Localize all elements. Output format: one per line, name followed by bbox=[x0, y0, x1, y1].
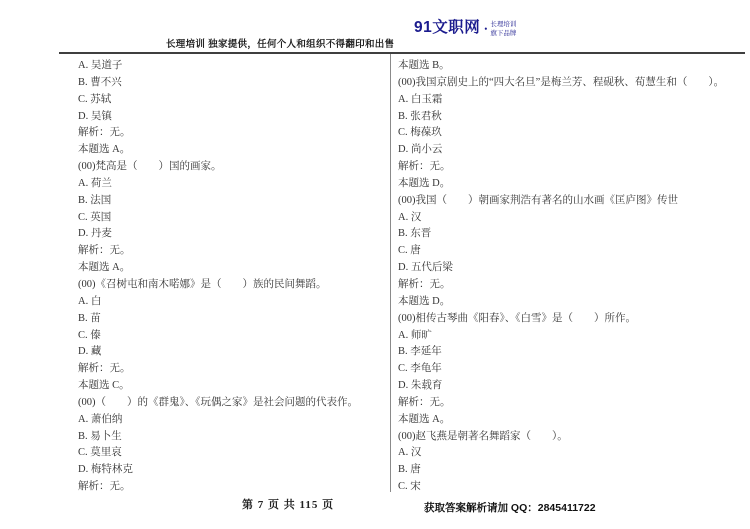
text-line: D. 藏 bbox=[78, 346, 102, 358]
text-line: A. 汉 bbox=[398, 447, 422, 459]
text-line: B. 唐 bbox=[398, 464, 421, 476]
text-line: (00)《召树屯和南木喏娜》是（ ）族的民间舞蹈。 bbox=[78, 278, 327, 290]
text-line: B. 苗 bbox=[78, 312, 101, 324]
text-line: A. 师旷 bbox=[398, 329, 432, 341]
text-line: B. 东晋 bbox=[398, 228, 432, 240]
text-line: C. 苏轼 bbox=[78, 93, 112, 105]
text-line: (00)梵高是（ ）国的画家。 bbox=[78, 161, 222, 173]
text-line: 解析：无。 bbox=[78, 363, 131, 375]
text-line: B. 法国 bbox=[78, 194, 112, 206]
right-column bbox=[391, 54, 745, 492]
text-line: A. 荷兰 bbox=[78, 177, 112, 189]
text-line: D. 梅特林克 bbox=[78, 464, 133, 476]
text-line: 本题选 B。 bbox=[398, 60, 450, 71]
logo-subtitle bbox=[490, 21, 516, 38]
header-disclaimer: 长理培训 独家提供，任何个人和组织不得翻印和出售 bbox=[166, 39, 395, 50]
contact-info: 获取答案解析请加 QQ：2845411722 bbox=[424, 502, 596, 514]
text-line: A. 吴道子 bbox=[78, 60, 123, 71]
logo-subtitle-line2: 旗下品牌 bbox=[490, 29, 517, 37]
text-line: 本题选 D。 bbox=[398, 177, 451, 189]
left-column bbox=[59, 54, 391, 492]
text-line: D. 五代后梁 bbox=[398, 262, 453, 274]
text-line: 解析：无。 bbox=[398, 161, 451, 173]
text-line: B. 张君秋 bbox=[398, 110, 442, 122]
question-columns bbox=[59, 52, 745, 492]
logo-text: 91文职网 bbox=[414, 19, 481, 36]
text-line: B. 李延年 bbox=[398, 346, 442, 358]
text-line: D. 朱载育 bbox=[398, 380, 443, 392]
text-line: D. 丹麦 bbox=[78, 228, 112, 240]
text-line: 解析：无。 bbox=[398, 278, 451, 290]
text-line: A. 白玉霜 bbox=[398, 93, 443, 105]
text-line: A. 白 bbox=[78, 295, 102, 307]
text-line: C. 宋 bbox=[398, 481, 421, 492]
text-line: A. 汉 bbox=[398, 211, 422, 223]
text-line: 解析：无。 bbox=[78, 481, 131, 492]
logo-subtitle-line1: 长理培训 bbox=[490, 21, 517, 28]
text-line: (00)（ ）的《群鬼》、《玩偶之家》是社会问题的代表作。 bbox=[78, 396, 358, 408]
text-line: 本题选 A。 bbox=[398, 413, 451, 425]
text-line: 本题选 A。 bbox=[78, 262, 131, 274]
text-line: (00)相传古琴曲《阳春》、《白雪》是（ ）所作。 bbox=[398, 312, 636, 324]
page-number: 第 7 页 共 115 页 bbox=[242, 499, 335, 511]
text-line: 解析：无。 bbox=[398, 396, 451, 408]
text-line: 本题选 D。 bbox=[398, 295, 451, 307]
text-line: C. 李龟年 bbox=[398, 363, 442, 375]
text-line: B. 易卜生 bbox=[78, 430, 122, 442]
site-logo bbox=[414, 19, 516, 38]
text-line: (00)赵飞燕是朝著名舞蹈家（ ）。 bbox=[398, 430, 568, 442]
text-line: C. 莫里哀 bbox=[78, 447, 122, 459]
text-line: C. 唐 bbox=[398, 245, 421, 257]
text-line: (00)我国京剧史上的“四大名旦”是梅兰芳、程砚秋、荀慧生和（ ）。 bbox=[398, 76, 725, 88]
text-line: C. 英国 bbox=[78, 211, 112, 223]
logo-dot-icon: • bbox=[484, 24, 488, 34]
text-line: B. 曹不兴 bbox=[78, 76, 122, 88]
text-line: 解析：无。 bbox=[78, 245, 131, 257]
text-line: 本题选 C。 bbox=[78, 380, 130, 392]
text-line: 解析：无。 bbox=[78, 127, 131, 139]
text-line: C. 梅葆玖 bbox=[398, 127, 442, 139]
text-line: D. 尚小云 bbox=[398, 144, 443, 156]
text-line: C. 傣 bbox=[78, 329, 101, 341]
text-line: (00)我国（ ）朝画家荆浩有著名的山水画《匡庐图》传世 bbox=[398, 194, 678, 206]
text-line: D. 吴镇 bbox=[78, 110, 112, 122]
text-line: A. 萧伯纳 bbox=[78, 413, 123, 425]
text-line: 本题选 A。 bbox=[78, 144, 131, 156]
